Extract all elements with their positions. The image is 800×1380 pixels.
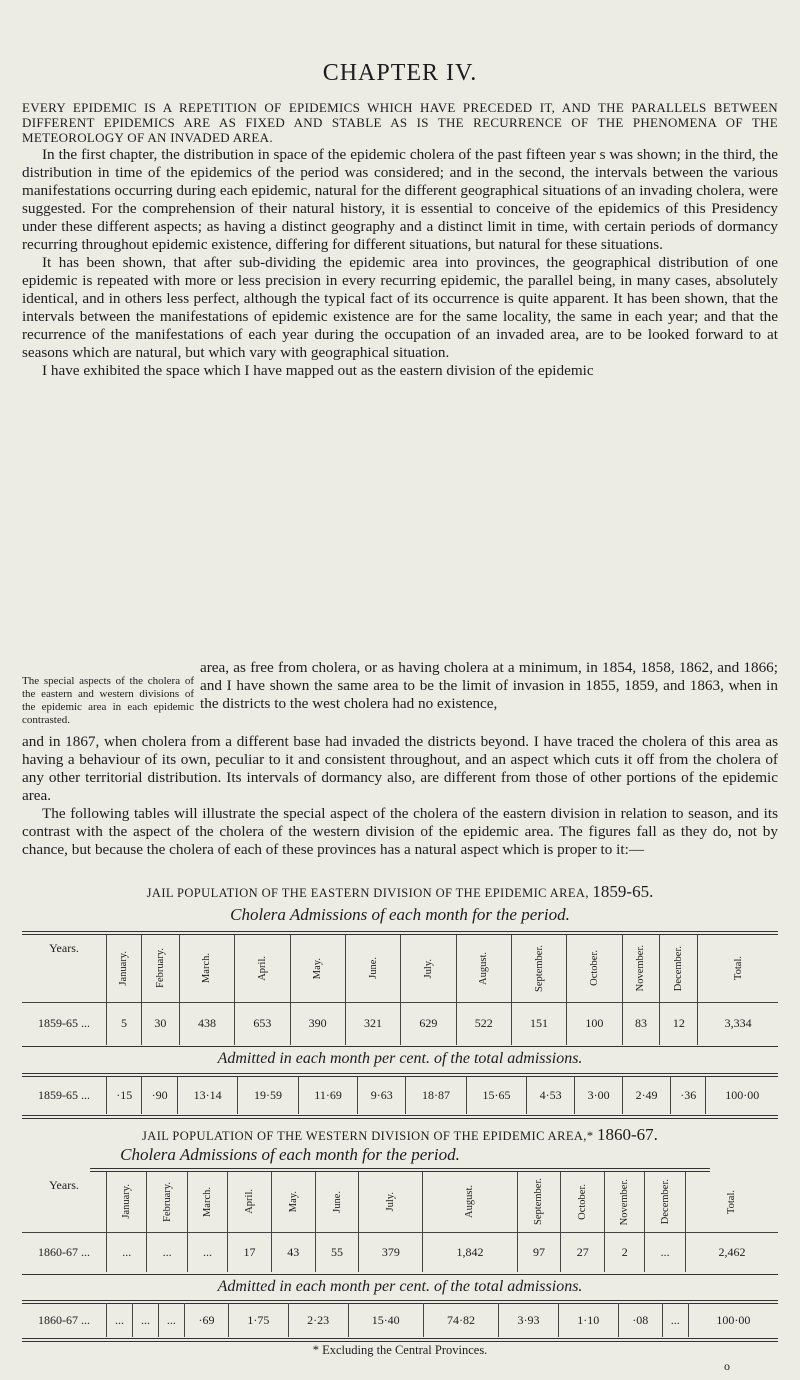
margin-note: The special aspects of the cholera of the eastern and western divisions of the epidemic area in each epidemic contrasted.: [22, 675, 194, 726]
table2-heading: [22, 1125, 778, 1145]
month-header: [660, 935, 698, 1002]
month-header: [107, 1172, 147, 1232]
table-cell: 1·75: [229, 1303, 289, 1337]
table-cell: 522: [456, 1002, 511, 1045]
month-header: [605, 1172, 645, 1232]
table-cell: ...: [107, 1232, 147, 1272]
following-text: The following tables will illustrate the special aspect of the cholera of the eastern division in relation to season, and its contrast with the aspect of the cholera of the western division of the epidemic area. The figures fall as they do, not by chance, but because the cholera of each of these provinces has a natural aspect which is proper to it:—: [22, 805, 778, 858]
wrapped-text: area, as free from cholera, or as having cholera at a minimum, in 1854, 1858, 1862, and 1866; and I have shown the same area to be the limit of invasion in 1855, 1859, and 1863, when in the districts to the west cholera had no existence,: [200, 659, 778, 712]
month-header: [147, 1172, 187, 1232]
table-cell: 15·40: [348, 1303, 423, 1337]
month-label: November.: [635, 945, 647, 992]
table-cell: 17: [228, 1232, 272, 1272]
table2-pct: [22, 1303, 778, 1337]
table-cell: 3,334: [698, 1002, 778, 1045]
table-cell: 151: [511, 1002, 566, 1045]
table-cell: ·36: [671, 1076, 706, 1114]
chapter-summary: EVERY EPIDEMIC IS A REPETITION OF EPIDEMICS WHICH HAVE PRECEDED IT, AND THE PARALLELS BETWEEN DIFFERENT EPIDEMICS ARE AS FIXED AND STABLE AS IS THE RECURRENCE OF THE PHENOMENA OF THE METEOROLOGY OF AN INVADED AREA.: [22, 100, 778, 145]
month-header: [290, 935, 345, 1002]
table2-pct-row: [22, 1303, 778, 1337]
month-label: September.: [533, 944, 545, 992]
table2-heading-years: 1860-67.: [597, 1125, 658, 1144]
table-cell: ·90: [142, 1076, 177, 1114]
month-header: [401, 935, 456, 1002]
chapter-title: CHAPTER IV.: [322, 60, 478, 86]
month-label: June.: [367, 957, 379, 980]
month-label: October.: [588, 950, 600, 987]
month-label: July.: [385, 1192, 397, 1212]
table2-bottom-rule: [22, 1338, 778, 1342]
table-cell: ...: [662, 1303, 688, 1337]
table-cell: 4·53: [527, 1076, 575, 1114]
month-label: March.: [201, 953, 213, 984]
month-header: [567, 935, 622, 1002]
table-cell: 83: [622, 1002, 660, 1045]
years-header: Years.: [49, 1178, 79, 1192]
month-header: [228, 1172, 272, 1232]
table-cell: ...: [645, 1232, 685, 1272]
signature-mark: o: [724, 1359, 730, 1373]
table-cell: 15·65: [466, 1076, 526, 1114]
month-label: January.: [118, 950, 130, 986]
month-label: May.: [287, 1191, 299, 1213]
month-label: January.: [121, 1184, 133, 1220]
month-label: April.: [256, 955, 268, 981]
table-cell: 3·93: [499, 1303, 559, 1337]
table-cell: 3·00: [575, 1076, 623, 1114]
month-header: [141, 935, 179, 1002]
row-label: 1859-65 ...: [38, 1016, 90, 1031]
paragraph-2: It has been shown, that after sub-dividing the epidemic area into provinces, the geographical distribution of one epidemic is repeated with more or less precision in every recurring epidemic, the parallel being, in many cases, absolutely identical, and in others less perfect, although the typical fact of its occurrence is quite apparent. It has been shown, that the intervals between the manifestations of epidemic existence are for the same locality, the same in each year; and that the recurrence of the manifestations of each year during the occupation of an invaded area, are to be looked forward to at seasons which are natural, but which vary with geographical situation.: [22, 254, 778, 361]
table-cell: 12: [660, 1002, 698, 1045]
body-paragraphs: [22, 146, 778, 380]
table-cell: 19·59: [238, 1076, 298, 1114]
month-header: [456, 935, 511, 1002]
table-cell: 100: [567, 1002, 622, 1045]
table-cell: 43: [271, 1232, 315, 1272]
table-cell: 653: [235, 1002, 290, 1045]
table1-pct-caption: Admitted in each month per cent. of the total admissions.: [217, 1050, 583, 1067]
table-cell: 27: [561, 1232, 605, 1272]
row-label: 1860-67 ...: [38, 1244, 90, 1259]
table1: [22, 935, 778, 1045]
month-label: February.: [154, 948, 166, 989]
month-label: Total.: [726, 1189, 738, 1214]
month-label: August.: [478, 951, 490, 985]
month-label: July.: [422, 958, 434, 978]
paragraph-1: In the first chapter, the distribution in space of the epidemic cholera of the past fifteen year s was shown; in the third, the distribution in time of the epidemics of the period was considered; and in the second, the intervals between the various manifestations occurring during each epidemic, natural for the different geographical situations of an invading cholera, were suggested. For the comprehension of their natural history, it is essential to conceive of the epidemics of this Presidency under these different aspects; as having a distinct geography and a distinct limit in time, with certain periods of dormancy recurring throughout epidemic existence, differing for different situations, but natural for these situations.: [22, 146, 778, 253]
table-cell: 2·49: [623, 1076, 671, 1114]
table-cell: ·69: [184, 1303, 228, 1337]
table-cell: 629: [401, 1002, 456, 1045]
table-cell: 2·23: [288, 1303, 348, 1337]
table-cell: ·15: [107, 1076, 142, 1114]
table-cell: 5: [107, 1002, 142, 1045]
month-label: November.: [619, 1178, 631, 1225]
month-header: [235, 935, 290, 1002]
table2: [22, 1172, 778, 1272]
table1-pct-row: [22, 1076, 778, 1114]
table-cell: 321: [345, 1002, 400, 1045]
month-header: [622, 935, 660, 1002]
table2-header-row: [22, 1172, 778, 1232]
continued-paragraph: [22, 733, 778, 859]
month-header: [511, 935, 566, 1002]
month-label: September.: [533, 1178, 545, 1226]
table-cell: 11·69: [298, 1076, 358, 1114]
table-cell: 1·10: [558, 1303, 618, 1337]
month-label: December.: [659, 1179, 671, 1225]
table1-pct: [22, 1076, 778, 1114]
row-label: 1859-65 ...: [38, 1087, 90, 1102]
month-header: [315, 1172, 359, 1232]
footnote: * Excluding the Central Provinces.: [312, 1343, 488, 1357]
table-cell: 9·63: [358, 1076, 406, 1114]
month-header: [517, 1172, 561, 1232]
table-cell: ...: [107, 1303, 133, 1337]
month-header: [271, 1172, 315, 1232]
month-label: August.: [464, 1185, 476, 1219]
table-cell: 97: [517, 1232, 561, 1272]
month-header: [179, 935, 234, 1002]
table-cell: ...: [187, 1232, 227, 1272]
table-cell: 100·00: [688, 1303, 778, 1337]
table-cell: 30: [141, 1002, 179, 1045]
table2-mid-rule: [22, 1274, 778, 1275]
month-header: [685, 1172, 778, 1232]
month-header: [561, 1172, 605, 1232]
table-cell: 55: [315, 1232, 359, 1272]
month-header: [698, 935, 778, 1002]
month-header: [107, 935, 142, 1002]
month-label: October.: [577, 1183, 589, 1220]
month-label: May.: [312, 957, 324, 979]
table1-heading-years: 1859-65.: [592, 882, 654, 901]
month-header: [345, 935, 400, 1002]
table1-heading: [22, 882, 778, 902]
month-label: April.: [244, 1189, 256, 1215]
table1-mid-rule: [22, 1046, 778, 1047]
month-header: [645, 1172, 685, 1232]
table-cell: 390: [290, 1002, 345, 1045]
month-label: December.: [673, 945, 685, 991]
table-cell: 100·00: [706, 1076, 778, 1114]
month-header: [187, 1172, 227, 1232]
table-cell: 13·14: [177, 1076, 237, 1114]
table-cell: 438: [179, 1002, 234, 1045]
table-cell: 2: [605, 1232, 645, 1272]
table2-data-row: [22, 1232, 778, 1272]
month-label: June.: [331, 1190, 343, 1213]
table1-subheading: Cholera Admissions of each month for the period.: [230, 905, 570, 924]
table2-pct-caption: Admitted in each month per cent. of the total admissions.: [217, 1278, 583, 1295]
table-cell: ...: [147, 1232, 187, 1272]
month-label: March.: [201, 1186, 213, 1217]
table-cell: ...: [158, 1303, 184, 1337]
table1-header-row: [22, 935, 778, 1002]
month-label: Total.: [732, 956, 744, 981]
table1-heading-prefix: JAIL POPULATION OF THE EASTERN DIVISION OF THE EPIDEMIC AREA,: [146, 886, 589, 900]
month-label: February.: [161, 1181, 173, 1222]
month-header: [423, 1172, 517, 1232]
paragraph-3: I have exhibited the space which I have mapped out as the eastern division of the epidemic: [42, 362, 594, 379]
continued-text: and in 1867, when cholera from a different base had invaded the districts beyond. I have traced the cholera of this area as having a behaviour of its own, peculiar to it and consistent throughout, and an aspect which cuts it off from the cholera of any other territorial distribution. Its intervals of dormancy also, are different from those of other portions of the epidemic area.: [22, 733, 778, 804]
table2-heading-prefix: JAIL POPULATION OF THE WESTERN DIVISION OF THE EPIDEMIC AREA,*: [142, 1129, 594, 1143]
table1-bottom-rule: [22, 1115, 778, 1119]
month-header: [359, 1172, 423, 1232]
table-cell: ...: [132, 1303, 158, 1337]
table-cell: 1,842: [423, 1232, 517, 1272]
table-cell: 2,462: [685, 1232, 778, 1272]
table1-data-row: [22, 1002, 778, 1045]
table2-subheading: Cholera Admissions of each month for the period.: [120, 1145, 460, 1164]
years-header: Years.: [49, 941, 79, 955]
table-cell: 74·82: [423, 1303, 498, 1337]
table-cell: 379: [359, 1232, 423, 1272]
table-cell: 18·87: [406, 1076, 466, 1114]
row-label: 1860-67 ...: [38, 1312, 90, 1327]
table-cell: ·08: [618, 1303, 662, 1337]
